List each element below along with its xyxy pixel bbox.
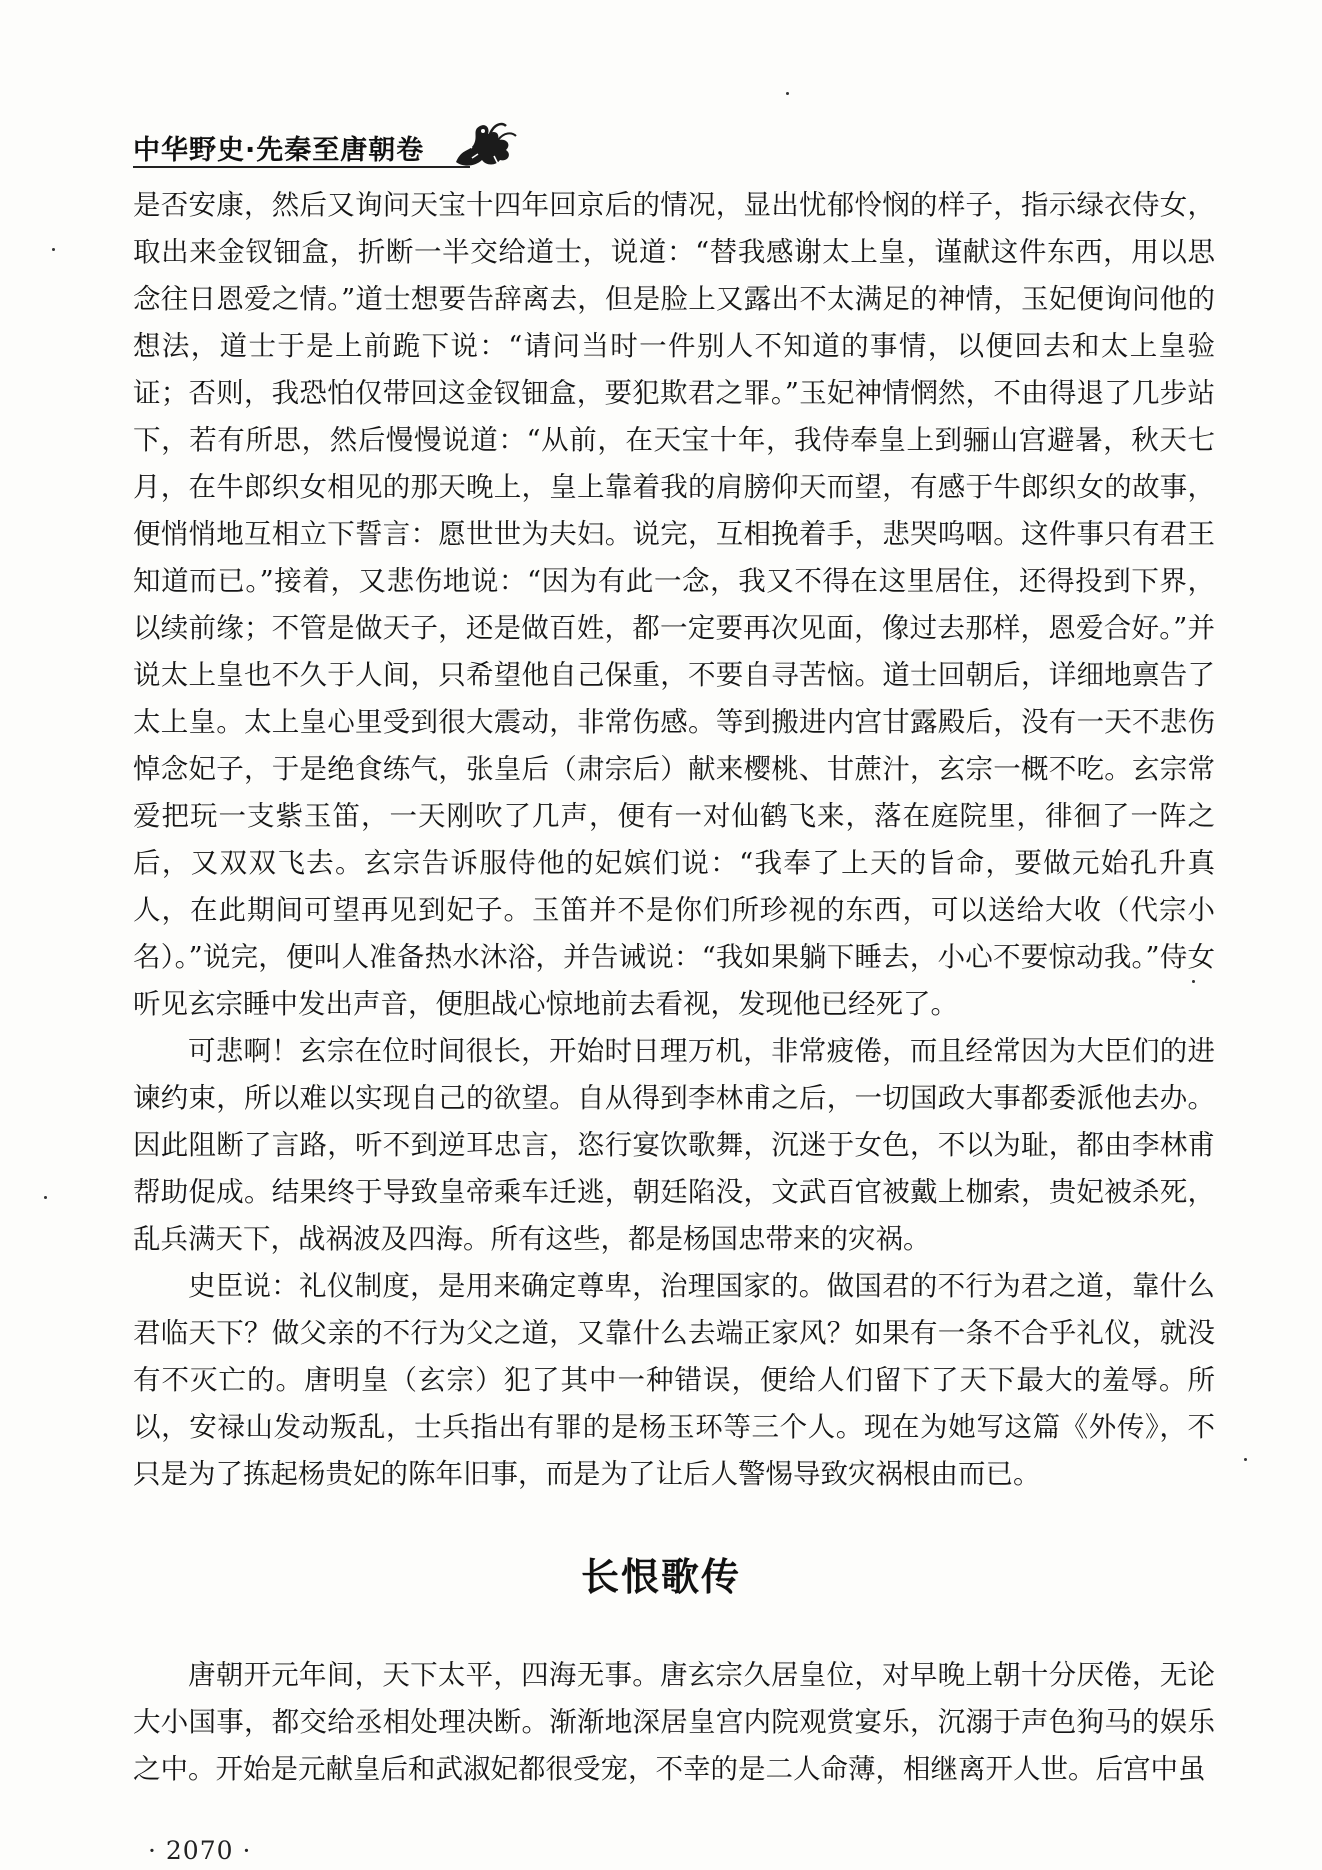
paragraph-continued: 是否安康，然后又询问天宝十四年回京后的情况，显出忧郁怜悯的样子，指示绿衣侍女，取出来金钗钿盒，折断一半交给道士，说道：“替我感谢太上皇，谨献这件东西，用以思念往日恩爱之情。”道士想要告辞离去，但是脸上又露出不太满足的神情，玉妃便询问他的想法，道士于是上前跪下说：“请问当时一件别人不知道的事情，以便回去和太上皇验证；否则，我恐怕仅带回这金钗钿盒，要犯欺君之罪。”玉妃神情惘然，不由得退了几步站下，若有所思，然后慢慢说道：“从前，在天宝十年，我侍奉皇上到骊山宫避暑，秋天七月，在牛郎织女相见的那天晚上，皇上靠着我的肩膀仰天而望，有感于牛郎织女的故事，便悄悄地互相立下誓言：愿世世为夫妇。说完，互相挽着手，悲哭呜咽。这件事只有君王知道而已。”接着，又悲伤地说：“因为有此一念，我又不得在这里居住，还得投到下界，以续前缘；不管是做天子，还是做百姓，都一定要再次见面，像过去那样，恩爱合好。”并说太上皇也不久于人间，只希望他自己保重，不要自寻苦恼。道士回朝后，详细地禀告了太上皇。太上皇心里受到很大震动，非常伤感。等到搬进内宫甘露殿后，没有一天不悲伤悼念妃子，于是绝食练气，张皇后（肃宗后）献来樱桃、甘蔗汁，玄宗一概不吃。玄宗常爱把玩一支紫玉笛，一天刚吹了几声，便有一对仙鹤飞来，落在庭院里，徘徊了一阵之后，又双双飞去。玄宗告诉服侍他的妃嫔们说：“我奉了上天的旨命，要做元始孔升真人，在此期间可望再见到妃子。玉笛并不是你们所珍视的东西，可以送给大收（代宗小名）。”说完，便叫人准备热水沐浴，并告诫说：“我如果躺下睡去，小心不要惊动我。”侍女听见玄宗睡中发出声音，便胆战心惊地前去看视，发现他已经死了。 <box>133 189 1215 1020</box>
text-block-lower <box>133 1652 1215 1793</box>
paragraph-commentary: 可悲啊！玄宗在位时间很长，开始时日理万机，非常疲倦，而且经常因为大臣们的进谏约束，所以难以实现自己的欲望。自从得到李林甫之后，一切国政大事都委派他去办。因此阻断了言路，听不到逆耳忠言，恣行宴饮歌舞，沉迷于女色，不以为耻，都由李林甫帮助促成。结果终于导致皇帝乘车迁逃，朝廷陷没，文武百官被戴上枷索，贵妃被杀死，乱兵满天下，战祸波及四海。所有这些，都是杨国忠带来的灾祸。 <box>133 1035 1215 1255</box>
running-header-title: 中华野史·先秦至唐朝卷 <box>133 135 425 166</box>
dragon-emblem-icon <box>450 118 520 170</box>
scan-speck <box>52 248 55 251</box>
scan-speck <box>44 1196 47 1199</box>
scan-speck <box>1192 980 1195 983</box>
header-underline <box>133 166 470 168</box>
section-title: 长恨歌传 <box>580 1555 741 1599</box>
paragraph-opening: 唐朝开元年间，天下太平，四海无事。唐玄宗久居皇位，对早晚上朝十分厌倦，无论大小国事，都交给丞相处理决断。渐渐地深居皇宫内院观赏宴乐，沉溺于声色狗马的娱乐之中。开始是元献皇后和武淑妃都很受宠，不幸的是二人命薄，相继离开人世。后宫中虽 <box>133 1659 1215 1785</box>
page-number: · 2070 · <box>148 1836 252 1865</box>
paragraph-historian-remarks: 史臣说：礼仪制度，是用来确定尊卑，治理国家的。做国君的不行为君之道，靠什么君临天下？做父亲的不行为父之道，又靠什么去端正家风？如果有一条不合乎礼仪，就没有不灭亡的。唐明皇（玄宗）犯了其中一种错误，便给人们留下了天下最大的羞辱。所以，安禄山发动叛乱，士兵指出有罪的是杨玉环等三个人。现在为她写这篇《外传》，不只是为了拣起杨贵妃的陈年旧事，而是为了让后人警惕导致灾祸根由而已。 <box>133 1270 1215 1490</box>
text-block-upper <box>133 182 1215 1498</box>
scan-speck <box>786 92 789 95</box>
running-header <box>133 114 520 164</box>
scan-speck <box>1244 1458 1247 1461</box>
